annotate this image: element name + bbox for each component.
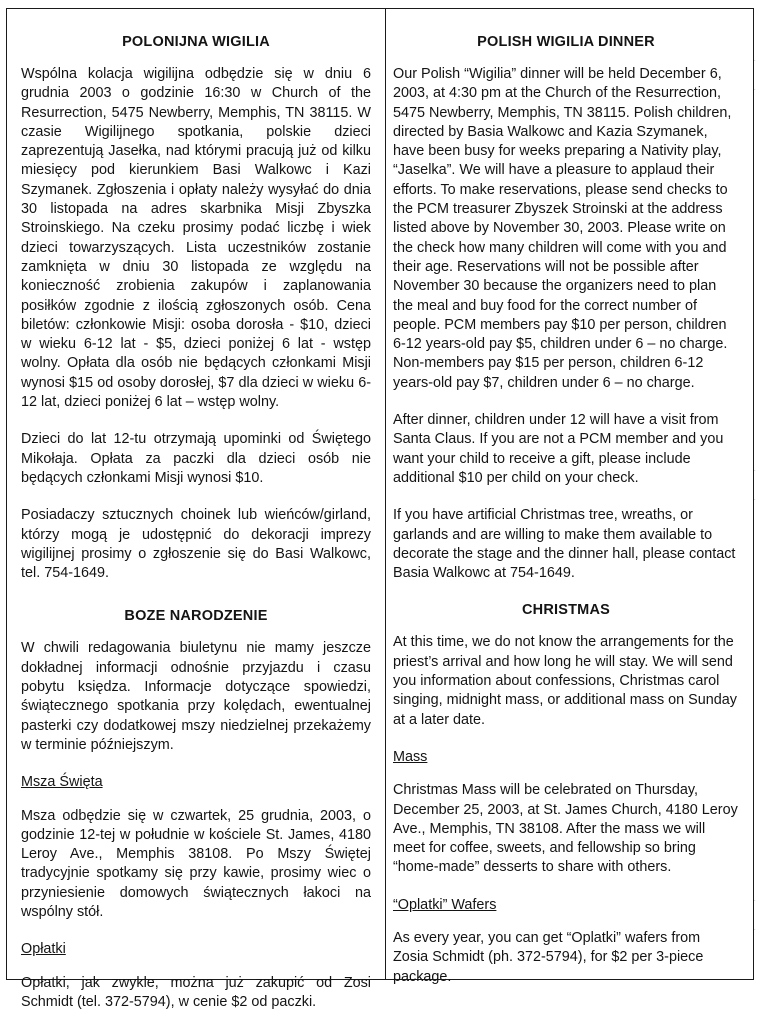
subheading-mass: Mass — [393, 748, 428, 765]
heading-polish-wigilia-dinner: POLISH WIGILIA DINNER — [477, 34, 655, 50]
mass-paragraph: Christmas Mass will be celebrated on Thursday, December 25, 2003, at St. James Church, 4180 Leroy Ave., Memphis, TN 38108. After the mass we will meet for coffee, sweets, and fellowship so bring “home-made” desserts to share with others. — [393, 782, 738, 876]
subheading-oplatki: Opłatki — [21, 941, 66, 958]
heading-polonijna-wigilia: POLONIJNA WIGILIA — [122, 34, 270, 50]
subheading-oplatki-wafers: “Oplatki” Wafers — [393, 896, 497, 913]
polish-column — [21, 33, 371, 1030]
wigilia-paragraph-1: Wspólna kolacja wigilijna odbędzie się w dniu 6 grudnia 2003 o godzinie 16:30 w Church of the Resurrection, 5475 Newberry, Memphis, TN 38115. W czasie Wigilijnego spotkania, polskie dzieci zaprezentują Jasełka, nad którymi pracują już od kilku miesięcy pod kierunkiem Basi Walkowc i Kazi Szymanek. Zgłoszenia i opłaty należy wysyłać do dnia 30 listopada na adres skarbnika Misji Zbyszka Stroinskiego. Na czeku prosimy podać liczbę i wiek dzieci towarzyszących. Lista uczestników zostanie zamknięta w dniu 30 listopada ze względu na konieczność zrobienia zakupów i zaplanowania posiłków zgodnie z ilością zgłoszonych osób. Cena biletów: członkowie Misji: osoba dorosła - $10, dzieci w wieku 6-12 lat - $5, dzieci poniżej 6 lat - wstęp wolny. Opłata dla osób nie będących członkami Misji wynosi $15 od osoby dorosłej, $7 dla dzieci w wieku 6-12 lat, dzieci poniżej 6 lat – wstęp wolny. — [21, 66, 371, 411]
newsletter-page — [6, 8, 754, 1010]
wafers-paragraph: As every year, you can get “Oplatki” wafers from Zosia Schmidt (ph. 372-5794), for $2 per 3-piece package. — [393, 929, 704, 985]
dinner-paragraph-3: If you have artificial Christmas tree, wreaths, or garlands and are willing to make them available to decorate the stage and the dinner hall, please contact Basia Walkowc at 754-1649. — [393, 507, 736, 582]
wigilia-paragraph-2: Dzieci do lat 12-tu otrzymają upominki od Świętego Mikołaja. Opłata za paczki dla dzieci osób nie będących członkami Misji wynosi $10. — [21, 431, 371, 486]
english-column — [393, 33, 739, 1005]
column-divider — [385, 9, 386, 979]
subheading-msza-swieta: Msza Święta — [21, 774, 103, 791]
heading-christmas: CHRISTMAS — [522, 602, 610, 619]
dinner-paragraph-2: After dinner, children under 12 will have a visit from Santa Claus. If you are not a PCM member and you want your child to receive a gift, please include additional $10 per child on your check. — [393, 412, 724, 486]
oplatki-paragraph: Opłatki, jak zwykle, można już zakupić od Zosi Schmidt (tel. 372-5794), w cenie $2 od paczki. — [21, 974, 371, 1010]
dinner-paragraph-1: Our Polish “Wigilia” dinner will be held December 6, 2003, at 4:30 pm at the Church of the Resurrection, 5475 Newberry, Memphis, TN 38115. Polish children, directed by Basia Walkowc and Kazia Szymanek, have been busy for weeks preparing a Nativity play, “Jaselka”. We will have a pleasure to applaud their efforts. To make reservations, please send checks to the PCM treasurer Zbyszek Stroinski at the address listed above by November 30, 2003. Please write on the check how many children will come with you and their age. Reservations will not be possible after November 30 because the organizers need to plan the meal and buy food for the correct number of people. PCM members pay $10 per person, children 6-12 years-old pay $5, children under 6 – no charge. Non-members pay $15 per person, children 6-12 years-old pay $7, children under 6 – no charge. — [393, 66, 732, 391]
wigilia-paragraph-3: Posiadaczy sztucznych choinek lub wieńców/girland, którzy mogą je udostępnić do dekoracji imprezy wigilijnej prosimy o zgłoszenie się do Basi Walkowc, tel. 754-1649. — [21, 507, 371, 582]
heading-boze-narodzenie: BOZE NARODZENIE — [124, 608, 268, 625]
boze-paragraph: W chwili redagowania biuletynu nie mamy jeszcze dokładnej informacji odnośnie przyjazdu i czasu pobytu księdza. Informacje dotyczące spowiedzi, świątecznego spotkania przy kolędach, ewentualnej pasterki czy dodatkowej mszy niedzielnej przekażemy w terminie późniejszym. — [21, 640, 371, 753]
christmas-paragraph: At this time, we do not know the arrangements for the priest’s arrival and how long he will stay. We will send you information about confessions, Christmas carol singing, midnight mass, or additional mass on Sunday at a later date. — [393, 634, 737, 728]
msza-paragraph: Msza odbędzie się w czwartek, 25 grudnia, 2003, o godzinie 12-tej w południe w kościele St. James, 4180 Leroy Ave., Memphis 38108. Po Mszy Świętej tradycyjnie spotkamy się przy kawie, prosimy wiec o przyniesienie domowych świątecznych łakoci na wspólny stół. — [21, 807, 371, 920]
